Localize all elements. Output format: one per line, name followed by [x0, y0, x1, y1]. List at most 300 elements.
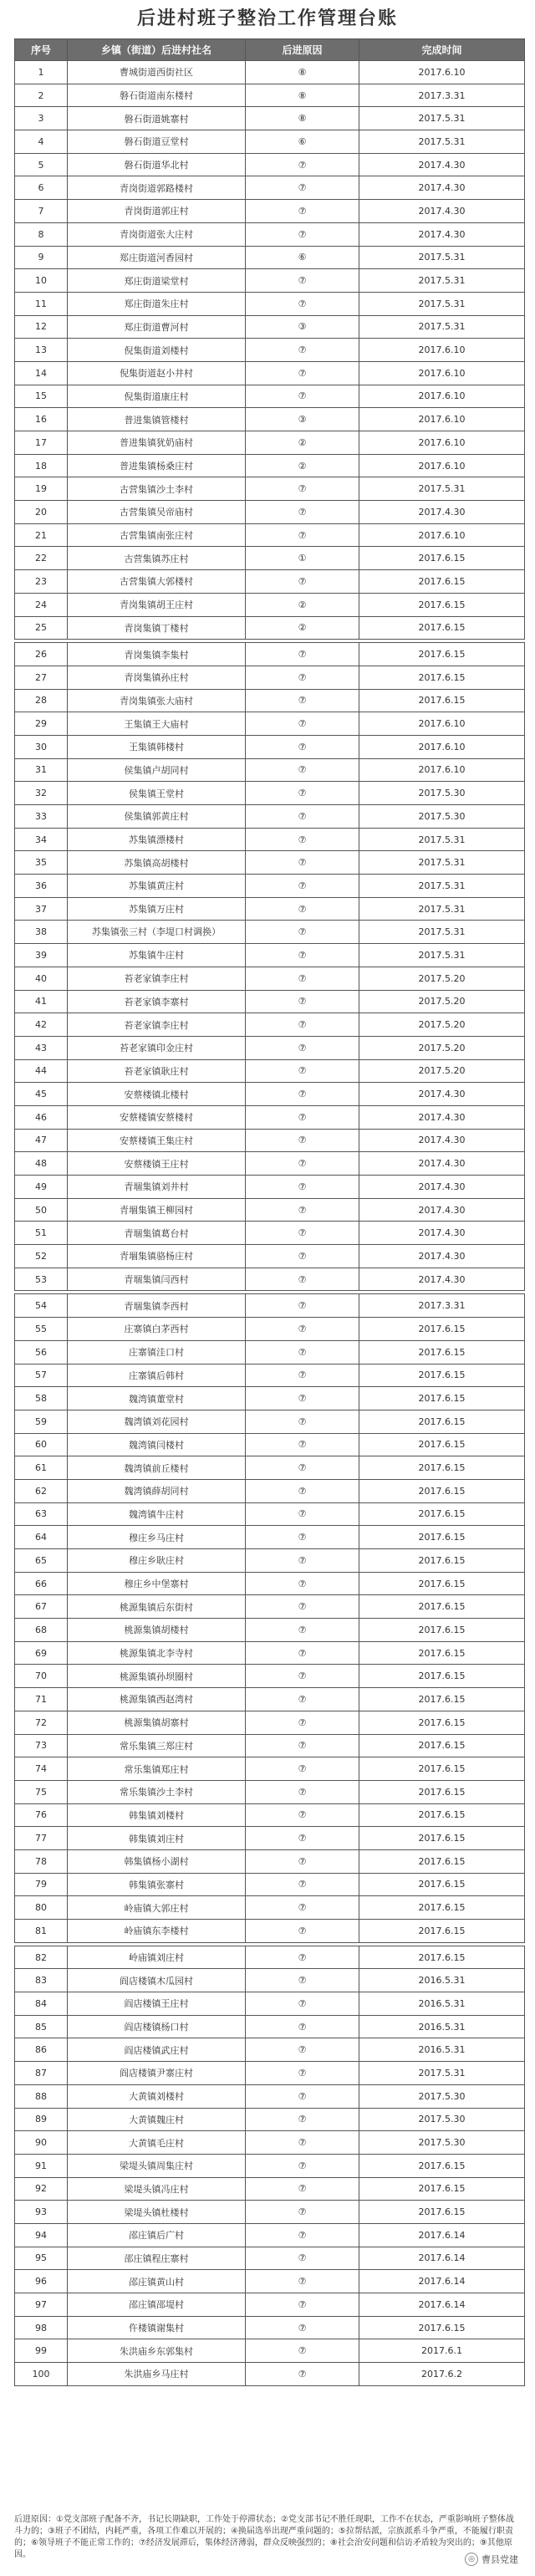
cell-reason: ⑥ — [246, 130, 359, 154]
cell-village: 阎店楼镇武庄村 — [68, 2038, 246, 2062]
table-row — [15, 712, 525, 736]
cell-date: 2017.6.10 — [359, 712, 525, 736]
cell-reason: ⑦ — [246, 1734, 359, 1757]
cell-village: 古营集镇沙土李村 — [68, 477, 246, 501]
cell-index: 25 — [15, 616, 68, 640]
table-row — [15, 431, 525, 455]
cell-reason: ⑦ — [246, 1757, 359, 1781]
cell-date: 2017.6.15 — [359, 1711, 525, 1734]
cell-date: 2017.6.15 — [359, 1479, 525, 1502]
cell-reason: ⑦ — [246, 990, 359, 1013]
table-row — [15, 828, 525, 851]
cell-index: 65 — [15, 1549, 68, 1573]
cell-reason: ⑦ — [246, 1780, 359, 1803]
cell-index: 94 — [15, 2223, 68, 2247]
cell-village: 青岗集镇张大庙村 — [68, 689, 246, 712]
cell-date: 2017.6.10 — [359, 361, 525, 385]
cell-index: 1 — [15, 61, 68, 84]
cell-reason: ⑦ — [246, 1152, 359, 1176]
cell-index: 28 — [15, 689, 68, 712]
cell-date: 2017.6.15 — [359, 570, 525, 594]
table-row — [15, 501, 525, 524]
cell-village: 大黄镇魏庄村 — [68, 2108, 246, 2131]
table-row — [15, 84, 525, 107]
cell-village: 韩集镇张寨村 — [68, 1873, 246, 1896]
cell-date: 2017.5.20 — [359, 990, 525, 1013]
cell-index: 24 — [15, 593, 68, 616]
cell-date: 2017.6.15 — [359, 547, 525, 570]
cell-index: 96 — [15, 2270, 68, 2293]
cell-index: 60 — [15, 1433, 68, 1456]
table-row — [15, 1992, 525, 2016]
table-row — [15, 2084, 525, 2108]
header-reason: 后进原因 — [246, 39, 359, 61]
cell-date: 2017.5.31 — [359, 875, 525, 898]
ledger-table-wrapper — [14, 38, 521, 2386]
cell-date: 2017.6.15 — [359, 1526, 525, 1549]
cell-index: 32 — [15, 782, 68, 805]
table-row — [15, 176, 525, 200]
table-row — [15, 153, 525, 176]
cell-reason: ⑦ — [246, 2131, 359, 2155]
cell-reason: ⑦ — [246, 2038, 359, 2062]
table-row — [15, 385, 525, 408]
cell-index: 53 — [15, 1268, 68, 1291]
cell-date: 2017.6.2 — [359, 2363, 525, 2386]
table-row — [15, 2062, 525, 2085]
table-row — [15, 130, 525, 154]
cell-index: 85 — [15, 2015, 68, 2038]
table-row — [15, 1688, 525, 1711]
cell-reason: ⑦ — [246, 339, 359, 362]
cell-index: 33 — [15, 805, 68, 829]
cell-date: 2017.6.15 — [359, 2201, 525, 2224]
cell-index: 58 — [15, 1387, 68, 1410]
cell-index: 82 — [15, 1946, 68, 1969]
cell-date: 2017.6.15 — [359, 1549, 525, 1573]
cell-village: 梁堤头镇冯庄村 — [68, 2177, 246, 2201]
cell-village: 青岗集镇胡王庄村 — [68, 593, 246, 616]
table-row — [15, 547, 525, 570]
cell-index: 10 — [15, 269, 68, 293]
cell-village: 苏集镇漂楼村 — [68, 828, 246, 851]
table-row — [15, 2108, 525, 2131]
cell-date: 2017.6.10 — [359, 339, 525, 362]
cell-reason: ⑦ — [246, 944, 359, 967]
cell-index: 16 — [15, 408, 68, 431]
cell-village: 大黄镇毛庄村 — [68, 2131, 246, 2155]
cell-reason: ⑦ — [246, 1849, 359, 1873]
cell-date: 2017.6.14 — [359, 2247, 525, 2270]
cell-index: 35 — [15, 851, 68, 875]
cell-village: 普进集镇犹奶庙村 — [68, 431, 246, 455]
cell-index: 95 — [15, 2247, 68, 2270]
cell-reason: ⑦ — [246, 1364, 359, 1387]
table-row — [15, 1849, 525, 1873]
cell-village: 古营集镇苏庄村 — [68, 547, 246, 570]
cell-index: 64 — [15, 1526, 68, 1549]
cell-village: 岭庙镇大郭庄村 — [68, 1896, 246, 1920]
cell-date: 2017.6.14 — [359, 2270, 525, 2293]
cell-index: 43 — [15, 1036, 68, 1059]
cell-index: 30 — [15, 735, 68, 758]
cell-village: 穆庄乡马庄村 — [68, 1526, 246, 1549]
cell-date: 2017.6.15 — [359, 1340, 525, 1364]
cell-date: 2017.6.15 — [359, 1619, 525, 1642]
cell-village: 青岗集镇孙庄村 — [68, 666, 246, 689]
cell-reason: ⑦ — [246, 1992, 359, 2016]
cell-date: 2017.6.15 — [359, 2316, 525, 2339]
cell-village: 青岗集镇李集村 — [68, 643, 246, 666]
table-row — [15, 851, 525, 875]
table-header-row — [15, 39, 525, 61]
table-row — [15, 666, 525, 689]
cell-date: 2017.5.31 — [359, 851, 525, 875]
cell-village: 苔老家镇耿庄村 — [68, 1059, 246, 1083]
cell-village: 青堌集镇骆杨庄村 — [68, 1245, 246, 1268]
cell-village: 桃源集镇西赵湾村 — [68, 1688, 246, 1711]
cell-date: 2017.5.31 — [359, 828, 525, 851]
table-row — [15, 200, 525, 223]
cell-index: 100 — [15, 2363, 68, 2386]
cell-village: 韩集镇刘庄村 — [68, 1827, 246, 1850]
cell-village: 大黄镇刘楼村 — [68, 2084, 246, 2108]
cell-village: 邵庄镇程庄寨村 — [68, 2247, 246, 2270]
table-row — [15, 1757, 525, 1781]
cell-date: 2017.6.15 — [359, 1873, 525, 1896]
cell-index: 75 — [15, 1780, 68, 1803]
table-row — [15, 2270, 525, 2293]
cell-reason: ⑦ — [246, 2316, 359, 2339]
cell-reason: ⑦ — [246, 782, 359, 805]
table-row — [15, 1827, 525, 1850]
cell-reason: ⑦ — [246, 2270, 359, 2293]
cell-index: 50 — [15, 1198, 68, 1222]
cell-date: 2017.5.31 — [359, 246, 525, 269]
cell-date: 2017.6.15 — [359, 1946, 525, 1969]
cell-date: 2017.6.15 — [359, 1920, 525, 1943]
cell-reason: ⑦ — [246, 2293, 359, 2317]
cell-index: 4 — [15, 130, 68, 154]
cell-date: 2017.5.31 — [359, 269, 525, 293]
cell-reason: ⑦ — [246, 2062, 359, 2085]
table-row — [15, 1176, 525, 1199]
cell-village: 青岗街道张大庄村 — [68, 222, 246, 246]
table-row — [15, 107, 525, 130]
cell-date: 2017.5.31 — [359, 107, 525, 130]
cell-index: 40 — [15, 967, 68, 990]
cell-village: 邵庄镇邵堤村 — [68, 2293, 246, 2317]
cell-village: 倪集街道康庄村 — [68, 385, 246, 408]
table-row — [15, 875, 525, 898]
table-row — [15, 593, 525, 616]
table-row — [15, 1198, 525, 1222]
cell-date: 2017.6.10 — [359, 758, 525, 782]
cell-index: 78 — [15, 1849, 68, 1873]
cell-village: 青岗街道郭庄村 — [68, 200, 246, 223]
cell-index: 48 — [15, 1152, 68, 1176]
cell-index: 77 — [15, 1827, 68, 1850]
cell-reason: ⑦ — [246, 2177, 359, 2201]
cell-date: 2017.4.30 — [359, 153, 525, 176]
cell-village: 青堌集镇李西村 — [68, 1294, 246, 1318]
cell-date: 2017.5.30 — [359, 2084, 525, 2108]
cell-reason: ② — [246, 616, 359, 640]
table-row — [15, 315, 525, 339]
table-row — [15, 782, 525, 805]
cell-village: 郑庄街道梁堂村 — [68, 269, 246, 293]
cell-date: 2017.6.15 — [359, 643, 525, 666]
cell-index: 18 — [15, 454, 68, 477]
table-row — [15, 222, 525, 246]
cell-village: 磐石街道华北村 — [68, 153, 246, 176]
cell-index: 80 — [15, 1896, 68, 1920]
cell-village: 倪集街道赵小井村 — [68, 361, 246, 385]
cell-index: 90 — [15, 2131, 68, 2155]
cell-reason: ⑦ — [246, 1711, 359, 1734]
cell-reason: ⑦ — [246, 2108, 359, 2131]
cell-village: 郑庄街道曹河村 — [68, 315, 246, 339]
table-row — [15, 1780, 525, 1803]
cell-index: 74 — [15, 1757, 68, 1781]
cell-date: 2017.5.31 — [359, 2062, 525, 2085]
cell-reason: ⑦ — [246, 712, 359, 736]
cell-reason: ⑦ — [246, 921, 359, 944]
cell-index: 13 — [15, 339, 68, 362]
cell-index: 52 — [15, 1245, 68, 1268]
table-row — [15, 1387, 525, 1410]
table-body — [15, 61, 525, 2386]
cell-index: 3 — [15, 107, 68, 130]
cell-index: 87 — [15, 2062, 68, 2085]
cell-reason: ⑦ — [246, 2223, 359, 2247]
table-row — [15, 1969, 525, 1992]
cell-date: 2017.5.31 — [359, 897, 525, 921]
cell-village: 桃源集镇胡寨村 — [68, 1711, 246, 1734]
table-row — [15, 1572, 525, 1595]
cell-index: 93 — [15, 2201, 68, 2224]
cell-date: 2017.5.20 — [359, 967, 525, 990]
cell-village: 古营集镇吴帝庙村 — [68, 501, 246, 524]
table-row — [15, 454, 525, 477]
cell-reason: ⑦ — [246, 1479, 359, 1502]
cell-date: 2017.5.30 — [359, 2108, 525, 2131]
cell-reason: ⑦ — [246, 897, 359, 921]
table-row — [15, 2177, 525, 2201]
cell-date: 2017.6.15 — [359, 1318, 525, 1341]
cell-date: 2017.6.15 — [359, 2177, 525, 2201]
cell-village: 磐石街道豆堂村 — [68, 130, 246, 154]
table-row — [15, 361, 525, 385]
cell-date: 2017.6.10 — [359, 735, 525, 758]
cell-village: 穆庄乡中堡寨村 — [68, 1572, 246, 1595]
cell-date: 2017.6.14 — [359, 2293, 525, 2317]
cell-index: 27 — [15, 666, 68, 689]
cell-reason: ⑦ — [246, 1176, 359, 1199]
cell-index: 39 — [15, 944, 68, 967]
cell-reason: ⑦ — [246, 200, 359, 223]
table-row — [15, 897, 525, 921]
cell-date: 2017.4.30 — [359, 1129, 525, 1152]
cell-index: 36 — [15, 875, 68, 898]
cell-reason: ⑦ — [246, 1083, 359, 1106]
cell-index: 7 — [15, 200, 68, 223]
cell-date: 2017.5.31 — [359, 477, 525, 501]
brand-watermark — [465, 2553, 518, 2566]
cell-date: 2016.5.31 — [359, 1969, 525, 1992]
cell-date: 2017.6.15 — [359, 1734, 525, 1757]
cell-date: 2017.6.15 — [359, 1896, 525, 1920]
cell-village: 常乐集镇郑庄村 — [68, 1757, 246, 1781]
table-row — [15, 1896, 525, 1920]
cell-village: 苔老家镇李寨村 — [68, 990, 246, 1013]
cell-reason: ③ — [246, 408, 359, 431]
cell-village: 桃源集镇后东街村 — [68, 1595, 246, 1619]
cell-reason: ⑦ — [246, 1688, 359, 1711]
cell-reason: ⑦ — [246, 1946, 359, 1969]
cell-village: 苏集镇张三村（李堤口村调换） — [68, 921, 246, 944]
cell-date: 2017.6.15 — [359, 1456, 525, 1480]
cell-date: 2017.6.15 — [359, 1827, 525, 1850]
cell-index: 41 — [15, 990, 68, 1013]
table-row — [15, 1549, 525, 1573]
cell-index: 59 — [15, 1410, 68, 1433]
cell-reason: ⑦ — [246, 1410, 359, 1433]
cell-date: 2017.6.15 — [359, 593, 525, 616]
cell-index: 67 — [15, 1595, 68, 1619]
cell-reason: ② — [246, 431, 359, 455]
cell-village: 苏集镇牛庄村 — [68, 944, 246, 967]
table-row — [15, 689, 525, 712]
cell-date: 2017.6.15 — [359, 1572, 525, 1595]
cell-village: 磐石街道南东楼村 — [68, 84, 246, 107]
cell-index: 99 — [15, 2339, 68, 2363]
cell-date: 2017.6.15 — [359, 1502, 525, 1526]
cell-village: 阎店楼镇尹寨庄村 — [68, 2062, 246, 2085]
cell-village: 魏湾镇董堂村 — [68, 1387, 246, 1410]
cell-index: 37 — [15, 897, 68, 921]
cell-reason: ⑦ — [246, 875, 359, 898]
table-row — [15, 616, 525, 640]
cell-village: 桃源集镇孙坝圈村 — [68, 1665, 246, 1688]
table-row — [15, 1502, 525, 1526]
cell-reason: ⑦ — [246, 176, 359, 200]
cell-index: 29 — [15, 712, 68, 736]
table-row — [15, 1665, 525, 1688]
cell-date: 2017.6.15 — [359, 616, 525, 640]
table-row — [15, 61, 525, 84]
cell-date: 2017.6.15 — [359, 1433, 525, 1456]
cell-village: 倪集街道刘楼村 — [68, 339, 246, 362]
cell-village: 普进集镇管楼村 — [68, 408, 246, 431]
table-row — [15, 1105, 525, 1129]
cell-index: 19 — [15, 477, 68, 501]
cell-village: 普进集镇杨桑庄村 — [68, 454, 246, 477]
cell-index: 98 — [15, 2316, 68, 2339]
cell-index: 45 — [15, 1083, 68, 1106]
table-row — [15, 1433, 525, 1456]
cell-village: 郑庄街道河香园村 — [68, 246, 246, 269]
cell-village: 常乐集镇三郑庄村 — [68, 1734, 246, 1757]
cell-index: 12 — [15, 315, 68, 339]
cell-village: 朱洪庙乡马庄村 — [68, 2363, 246, 2386]
cell-date: 2017.5.30 — [359, 782, 525, 805]
table-row — [15, 1946, 525, 1969]
cell-reason: ⑦ — [246, 1340, 359, 1364]
cell-index: 47 — [15, 1129, 68, 1152]
cell-index: 17 — [15, 431, 68, 455]
cell-date: 2017.6.15 — [359, 666, 525, 689]
table-row — [15, 990, 525, 1013]
cell-date: 2017.4.30 — [359, 1198, 525, 1222]
cell-reason: ⑦ — [246, 2201, 359, 2224]
cell-index: 81 — [15, 1920, 68, 1943]
cell-date: 2017.6.15 — [359, 1595, 525, 1619]
table-row — [15, 570, 525, 594]
cell-reason: ⑦ — [246, 523, 359, 547]
cell-date: 2017.6.10 — [359, 454, 525, 477]
table-row — [15, 1526, 525, 1549]
cell-reason: ⑥ — [246, 246, 359, 269]
cell-village: 青堌集镇葛台村 — [68, 1222, 246, 1245]
cell-reason: ⑦ — [246, 1222, 359, 1245]
cell-index: 55 — [15, 1318, 68, 1341]
cell-reason: ⑦ — [246, 1595, 359, 1619]
table-row — [15, 2131, 525, 2155]
table-row — [15, 1083, 525, 1106]
cell-reason: ⑦ — [246, 501, 359, 524]
cell-reason: ⑦ — [246, 1198, 359, 1222]
cell-reason: ⑦ — [246, 2339, 359, 2363]
cell-village: 古营集镇大郭楼村 — [68, 570, 246, 594]
cell-index: 71 — [15, 1688, 68, 1711]
cell-date: 2017.5.31 — [359, 130, 525, 154]
cell-date: 2017.6.14 — [359, 2223, 525, 2247]
cell-village: 苏集镇黄庄村 — [68, 875, 246, 898]
cell-index: 89 — [15, 2108, 68, 2131]
cell-index: 68 — [15, 1619, 68, 1642]
cell-village: 韩集镇刘楼村 — [68, 1803, 246, 1827]
cell-index: 22 — [15, 547, 68, 570]
cell-date: 2017.4.30 — [359, 200, 525, 223]
cell-index: 70 — [15, 1665, 68, 1688]
cell-reason: ⑦ — [246, 1803, 359, 1827]
cell-date: 2017.6.15 — [359, 1410, 525, 1433]
cell-date: 2017.4.30 — [359, 1176, 525, 1199]
cell-index: 62 — [15, 1479, 68, 1502]
cell-village: 苔老家镇李庄村 — [68, 967, 246, 990]
cell-index: 46 — [15, 1105, 68, 1129]
cell-reason: ⑦ — [246, 1873, 359, 1896]
cell-village: 安蔡楼镇王庄村 — [68, 1152, 246, 1176]
cell-reason: ⑦ — [246, 689, 359, 712]
cell-reason: ⑦ — [246, 1129, 359, 1152]
cell-reason: ⑦ — [246, 1318, 359, 1341]
cell-date: 2017.6.15 — [359, 1757, 525, 1781]
table-row — [15, 1595, 525, 1619]
cell-village: 安蔡楼镇安蔡楼村 — [68, 1105, 246, 1129]
cell-date: 2017.3.31 — [359, 1294, 525, 1318]
cell-date: 2017.6.10 — [359, 408, 525, 431]
cell-index: 38 — [15, 921, 68, 944]
cell-date: 2017.6.15 — [359, 689, 525, 712]
table-row — [15, 2316, 525, 2339]
cell-date: 2017.4.30 — [359, 1083, 525, 1106]
cell-date: 2017.6.15 — [359, 1803, 525, 1827]
cell-village: 侯集镇卢胡同村 — [68, 758, 246, 782]
cell-index: 8 — [15, 222, 68, 246]
cell-date: 2017.5.31 — [359, 292, 525, 315]
